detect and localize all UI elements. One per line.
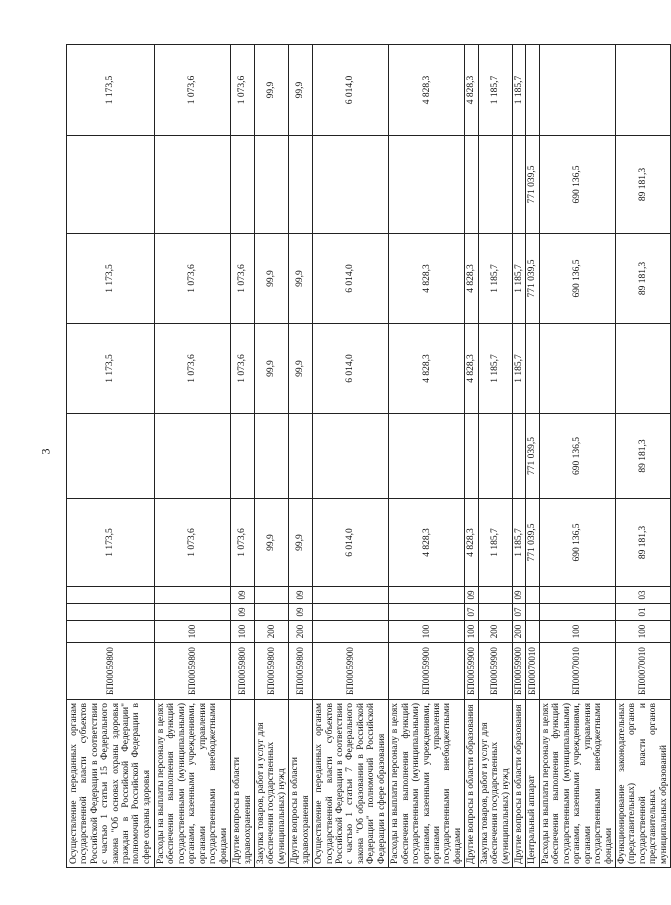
row-amount-cell: 89 181,3 — [615, 234, 670, 324]
row-amount-cell: 1 185,7 — [478, 324, 512, 414]
table-container — [66, 45, 669, 868]
row-amount-cell: 99,9 — [254, 499, 288, 587]
row-amount-cell — [478, 414, 512, 499]
row-rz-cell — [155, 604, 231, 621]
row-vr-cell: 100 — [231, 621, 255, 643]
row-amount-cell — [155, 414, 231, 499]
row-name-cell: Другие вопросы в области здравоохранения — [231, 700, 255, 868]
table-row — [155, 45, 231, 868]
row-name-cell: Расходы на выплаты персоналу в целях обеспечения выполнения функций государственными (муниципальными) органами, казенными учреждениями, органами управления государственными внебюджетными фондами — [155, 700, 231, 868]
row-rz-cell: 09 — [289, 604, 313, 621]
row-amount-cell — [313, 136, 389, 234]
row-pr-cell: 09 — [289, 587, 313, 604]
row-amount-cell: 99,9 — [254, 45, 288, 136]
row-rz-cell — [254, 604, 288, 621]
row-amount-cell: 1 073,6 — [155, 499, 231, 587]
row-amount-cell — [289, 136, 313, 234]
row-amount-cell — [155, 136, 231, 234]
row-csr-cell: БП00059800 — [254, 643, 288, 700]
row-amount-cell — [615, 324, 670, 414]
row-amount-cell: 1 185,7 — [513, 324, 526, 414]
row-rz-cell: 07 — [465, 604, 478, 621]
row-amount-cell: 99,9 — [289, 45, 313, 136]
row-amount-cell: 4 828,3 — [465, 499, 478, 587]
row-name-cell: Расходы на выплаты персоналу в целях обеспечения выполнения функций государственными (муниципальными) органами, казенными учреждениями, органами управления государственными внебюджетными фондами — [539, 700, 615, 868]
row-amount-cell: 1 185,7 — [513, 45, 526, 136]
row-amount-cell — [231, 136, 255, 234]
row-name-cell: Функционирование законодательных (представительных) органов государственной власти и представительных органов муниципальных образований — [615, 700, 670, 868]
row-pr-cell — [155, 587, 231, 604]
row-amount-cell: 99,9 — [289, 324, 313, 414]
row-csr-cell: БП00059900 — [513, 643, 526, 700]
row-amount-cell: 1 173,5 — [67, 234, 155, 324]
row-amount-cell: 99,9 — [254, 234, 288, 324]
row-pr-cell — [478, 587, 512, 604]
row-amount-cell: 4 828,3 — [389, 499, 465, 587]
row-vr-cell: 100 — [615, 621, 670, 643]
row-amount-cell — [526, 45, 539, 136]
row-amount-cell: 1 185,7 — [478, 499, 512, 587]
row-vr-cell: 100 — [465, 621, 478, 643]
row-pr-cell — [254, 587, 288, 604]
row-pr-cell: 09 — [231, 587, 255, 604]
table-row — [526, 45, 539, 868]
row-amount-cell — [539, 324, 615, 414]
row-csr-cell: БП00059800 — [289, 643, 313, 700]
row-pr-cell — [313, 587, 389, 604]
row-amount-cell: 89 181,3 — [615, 414, 670, 499]
row-rz-cell: 07 — [513, 604, 526, 621]
row-csr-cell: БП00070010 — [615, 643, 670, 700]
row-amount-cell — [513, 414, 526, 499]
table-body — [67, 45, 671, 868]
row-csr-cell: БП00059800 — [155, 643, 231, 700]
row-amount-cell — [67, 136, 155, 234]
row-amount-cell — [289, 414, 313, 499]
row-amount-cell: 1 173,5 — [67, 324, 155, 414]
row-rz-cell — [313, 604, 389, 621]
row-vr-cell — [67, 621, 155, 643]
row-amount-cell: 6 014,0 — [313, 234, 389, 324]
row-vr-cell: 100 — [539, 621, 615, 643]
row-vr-cell: 200 — [289, 621, 313, 643]
row-rz-cell — [539, 604, 615, 621]
table-row — [478, 45, 512, 868]
table-row — [289, 45, 313, 868]
row-amount-cell: 1 185,7 — [513, 234, 526, 324]
row-amount-cell: 99,9 — [289, 499, 313, 587]
row-rz-cell: 09 — [231, 604, 255, 621]
row-amount-cell — [254, 136, 288, 234]
row-name-cell: Осуществление переданных органам государственной власти субъектов Российской Федерации в соответствии с частью 1 статьи 15 Федерального закона "Об основах охраны здоровья граждан в Российской Федерации" полномочий Российской Федерации в сфере охраны здоровья — [67, 700, 155, 868]
row-amount-cell: 6 014,0 — [313, 324, 389, 414]
row-amount-cell — [526, 324, 539, 414]
row-amount-cell: 690 136,5 — [539, 234, 615, 324]
row-amount-cell: 4 828,3 — [465, 324, 478, 414]
row-amount-cell: 1 185,7 — [478, 45, 512, 136]
row-amount-cell: 4 828,3 — [465, 234, 478, 324]
table-row — [231, 45, 255, 868]
table-row — [313, 45, 389, 868]
row-rz-cell — [389, 604, 465, 621]
row-amount-cell — [539, 45, 615, 136]
row-amount-cell: 4 828,3 — [465, 45, 478, 136]
row-csr-cell: БП00059800 — [231, 643, 255, 700]
row-amount-cell: 1 073,6 — [231, 324, 255, 414]
row-amount-cell: 4 828,3 — [389, 45, 465, 136]
row-amount-cell: 99,9 — [289, 234, 313, 324]
row-amount-cell: 1 073,6 — [155, 45, 231, 136]
table-row — [465, 45, 478, 868]
row-amount-cell: 4 828,3 — [389, 234, 465, 324]
row-amount-cell — [389, 136, 465, 234]
row-amount-cell: 1 073,6 — [231, 234, 255, 324]
row-amount-cell — [313, 414, 389, 499]
row-name-cell: Центральный аппарат — [526, 700, 539, 868]
row-csr-cell: БП00059900 — [389, 643, 465, 700]
row-amount-cell: 690 136,5 — [539, 499, 615, 587]
row-name-cell: Другие вопросы в области образования — [513, 700, 526, 868]
row-rz-cell — [526, 604, 539, 621]
row-amount-cell: 771 039,5 — [526, 136, 539, 234]
row-amount-cell: 771 039,5 — [526, 234, 539, 324]
row-rz-cell — [67, 604, 155, 621]
row-amount-cell: 1 073,6 — [231, 45, 255, 136]
row-amount-cell: 771 039,5 — [526, 499, 539, 587]
row-csr-cell: БП00059900 — [465, 643, 478, 700]
row-amount-cell — [465, 136, 478, 234]
row-name-cell: Закупка товаров, работ и услуг для обеспечения государственных (муниципальных) нужд — [254, 700, 288, 868]
row-csr-cell: БП00070010 — [539, 643, 615, 700]
row-name-cell: Закупка товаров, работ и услуг для обеспечения государственных (муниципальных) нужд — [478, 700, 512, 868]
row-pr-cell — [539, 587, 615, 604]
row-amount-cell — [513, 136, 526, 234]
table-row — [254, 45, 288, 868]
row-amount-cell — [615, 45, 670, 136]
row-amount-cell: 771 039,5 — [526, 414, 539, 499]
row-amount-cell: 6 014,0 — [313, 45, 389, 136]
row-vr-cell: 100 — [389, 621, 465, 643]
row-amount-cell: 1 173,5 — [67, 45, 155, 136]
row-amount-cell — [231, 414, 255, 499]
row-name-cell: Другие вопросы в области здравоохранения — [289, 700, 313, 868]
table-row — [615, 45, 670, 868]
row-csr-cell: БП00070010 — [526, 643, 539, 700]
row-name-cell: Расходы на выплаты персоналу в целях обеспечения выполнения функций государственными (муниципальными) органами, казенными учреждениями, органами управления государственными внебюджетными фондами — [389, 700, 465, 868]
row-amount-cell: 89 181,3 — [615, 499, 670, 587]
row-amount-cell: 1 185,7 — [478, 234, 512, 324]
row-vr-cell: 200 — [254, 621, 288, 643]
row-pr-cell — [67, 587, 155, 604]
row-csr-cell: БП00059900 — [478, 643, 512, 700]
row-rz-cell — [478, 604, 512, 621]
row-amount-cell — [478, 136, 512, 234]
table-row — [67, 45, 155, 868]
budget-table — [66, 44, 671, 868]
row-vr-cell: 200 — [513, 621, 526, 643]
row-amount-cell: 6 014,0 — [313, 499, 389, 587]
row-csr-cell: БП00059900 — [313, 643, 389, 700]
row-pr-cell: 09 — [513, 587, 526, 604]
row-amount-cell: 4 828,3 — [389, 324, 465, 414]
row-amount-cell — [465, 414, 478, 499]
row-amount-cell: 690 136,5 — [539, 414, 615, 499]
page-number: 3 — [38, 448, 53, 455]
row-pr-cell — [526, 587, 539, 604]
row-name-cell: Другие вопросы в области образования — [465, 700, 478, 868]
row-vr-cell — [313, 621, 389, 643]
row-name-cell: Осуществление переданных органам государственной власти субъектов Российской Федерации в соответствии с частью 1 статьи 7 Федерального закона "Об образовании в Российской Федерации" полномочий Российской Федерации в сфере образования — [313, 700, 389, 868]
table-row — [539, 45, 615, 868]
row-amount-cell: 1 173,5 — [67, 499, 155, 587]
row-amount-cell: 89 181,3 — [615, 136, 670, 234]
row-amount-cell: 1 185,7 — [513, 499, 526, 587]
row-csr-cell: БП00059800 — [67, 643, 155, 700]
row-vr-cell: 100 — [155, 621, 231, 643]
row-amount-cell: 1 073,6 — [155, 234, 231, 324]
row-amount-cell: 690 136,5 — [539, 136, 615, 234]
row-amount-cell: 1 073,6 — [155, 324, 231, 414]
row-amount-cell: 1 073,6 — [231, 499, 255, 587]
row-amount-cell — [254, 414, 288, 499]
row-amount-cell — [389, 414, 465, 499]
row-pr-cell: 09 — [465, 587, 478, 604]
row-pr-cell — [389, 587, 465, 604]
row-pr-cell: 03 — [615, 587, 670, 604]
row-amount-cell: 99,9 — [254, 324, 288, 414]
row-amount-cell — [67, 414, 155, 499]
table-row — [389, 45, 465, 868]
row-vr-cell — [526, 621, 539, 643]
row-vr-cell: 200 — [478, 621, 512, 643]
table-row — [513, 45, 526, 868]
row-rz-cell: 01 — [615, 604, 670, 621]
